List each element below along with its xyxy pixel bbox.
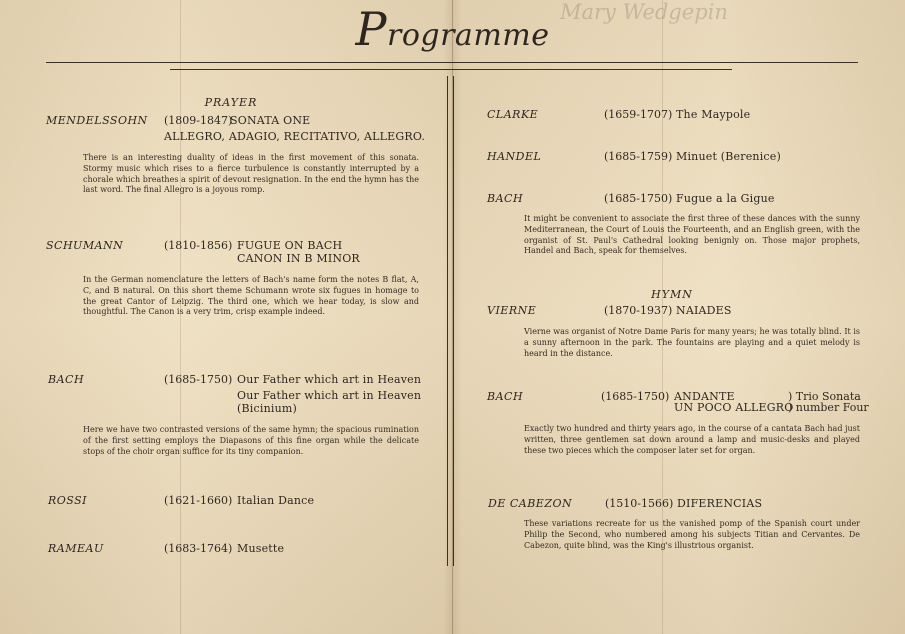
work-handel: Minuet (Berenice) — [676, 150, 781, 163]
composer-mendelssohn: MENDELSSOHN — [46, 114, 148, 127]
work-bach-3b: UN POCO ALLEGRO — [674, 401, 794, 414]
work-bach-3a: ANDANTE — [674, 390, 735, 403]
composer-bach-2: BACH — [487, 192, 524, 205]
work-schumann-1: FUGUE ON BACH — [237, 239, 343, 252]
composer-schumann: SCHUMANN — [46, 239, 124, 252]
section-heading-hymn: HYMN — [651, 288, 693, 301]
dates-rameau: (1683-1764) — [164, 542, 233, 555]
work-bach-1c: (Bicinium) — [237, 402, 297, 415]
note-bach-1: Here we have two contrasted versions of the same hymn; the spacious rumination of the first setting employs the Diapasons of this fine organ while the delicate stops of the choir organ suffice for its tiny companion. — [83, 425, 419, 456]
composer-handel: HANDEL — [487, 150, 542, 163]
work-de-cabezon: DIFERENCIAS — [677, 497, 763, 510]
work-rossi: Italian Dance — [237, 494, 315, 507]
column-divider — [453, 76, 454, 566]
dates-bach-2: (1685-1750) — [604, 192, 673, 205]
work-bach-1a: Our Father which art in Heaven — [237, 373, 422, 386]
dates-schumann: (1810-1856) — [164, 239, 233, 252]
composer-de-cabezon: DE CABEZON — [488, 497, 573, 510]
work-vierne: NAIADES — [676, 304, 732, 317]
work-clarke: The Maypole — [676, 108, 751, 121]
composer-rameau: RAMEAU — [48, 542, 104, 555]
column-divider — [447, 76, 448, 566]
title-rule-long — [46, 62, 858, 63]
title-rule-short — [170, 69, 732, 70]
note-schumann: In the German nomenclature the letters of Bach's name form the notes B flat, A, C, and B natural. On this short theme Schumann wrote six fugues in homage to the great Cantor of Leipzig. The third one, which we hear today, is slow and thoughtful. The Canon is a very trim, crisp example indeed. — [83, 275, 419, 317]
dates-mendelssohn: (1809-1847) — [164, 114, 233, 127]
dates-clarke: (1659-1707) — [604, 108, 673, 121]
note-bach-3: Exactly two hundred and thirty years ago, in the course of a cantata Bach had just written, three gentlemen sat down around a lamp and music-desks and played these two pieces which the composer later set for organ. — [524, 424, 860, 455]
composer-clarke: CLARKE — [487, 108, 539, 121]
number-four-label: ) number Four — [788, 401, 869, 414]
pencil-signature: Mary Wedgepin — [560, 0, 728, 24]
dates-handel: (1685-1759) — [604, 150, 673, 163]
composer-bach-1: BACH — [48, 373, 85, 386]
note-bach-2: It might be convenient to associate the first three of these dances with the sunny Mediterranean, the Court of Louis the Fourteenth, and an English green, with the organist of St. Paul's Cathedral looking benignly on. Those major prophets, Handel and Bach, speak for themselves. — [524, 214, 860, 256]
work-bach-2: Fugue a la Gigue — [676, 192, 775, 205]
dates-rossi: (1621-1660) — [164, 494, 233, 507]
work-rameau: Musette — [237, 542, 285, 555]
work-mendelssohn: SONATA ONE — [230, 114, 311, 127]
note-mendelssohn: There is an interesting duality of ideas in the first movement of this sonata. Stormy music which rises to a fierce turbulence is constantly interrupted by a chorale which breathes a spirit of devout resignation. In the end the hymn has the last word. The final Allegro is a joyous romp. — [83, 153, 419, 195]
dates-bach-3: (1685-1750) — [601, 390, 670, 403]
composer-bach-3: BACH — [487, 390, 524, 403]
note-de-cabezon: These variations recreate for us the vanished pomp of the Spanish court under Philip the Second, who numbered among his subjects Titian and Cervantes. De Cabezon, quite blind, was the King's illustrious organist. — [524, 519, 860, 550]
dates-vierne: (1870-1937) — [604, 304, 673, 317]
movements-mendelssohn: ALLEGRO, ADAGIO, RECITATIVO, ALLEGRO. — [164, 130, 426, 143]
note-vierne: Vierne was organist of Notre Dame Paris for many years; he was totally blind. It is a sunny afternoon in the park. The fountains are playing and a quiet melody is heard in the distance. — [524, 327, 860, 358]
work-schumann-2: CANON IN B MINOR — [237, 252, 360, 265]
dates-bach-1: (1685-1750) — [164, 373, 233, 386]
composer-rossi: ROSSI — [48, 494, 88, 507]
work-bach-1b: Our Father which art in Heaven — [237, 389, 422, 402]
section-heading-prayer: PRAYER — [204, 96, 258, 109]
trio-sonata-label: ) Trio Sonata — [788, 390, 861, 403]
page-title: Programme — [355, 2, 550, 56]
composer-vierne: VIERNE — [487, 304, 537, 317]
dates-de-cabezon: (1510-1566) — [605, 497, 674, 510]
